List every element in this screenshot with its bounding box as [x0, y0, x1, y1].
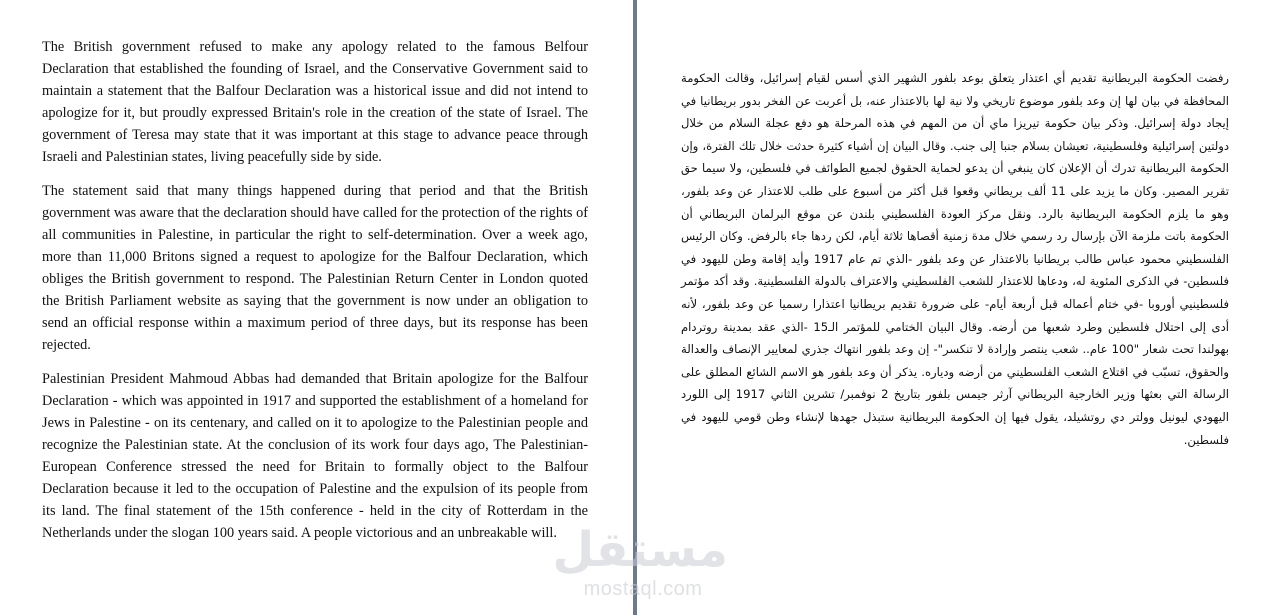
- english-paragraph-1: The British government refused to make any apology related to the famous Belfour Declaration that established the founding of Israel, and the Conservative Government said to maintain a statement that the Balfour Declaration was a historical issue and did not intend to apologize for it, but proudly expressed Britain's role in the creation of the state of Israel. The government of Teresa may state that it was important at this stage to advance peace through Israeli and Palestinian states, living peacefully side by side.: [42, 39, 588, 165]
- english-page: [0, 0, 633, 615]
- arabic-paragraph: رفضت الحكومة البريطانية تقديم أي اعتذار يتعلق بوعد بلفور الشهير الذي أسس لقيام إسرائيل، وقالت الحكومة المحافظة في بيان لها إن وعد بلفور موضوع تاريخي ولا نية لها بالاعتذار عنه، بل أعربت عن الفخر بدور بريطانيا في إيجاد دولة إسرائيل. وذكر بيان حكومة تيريزا ماي أن من المهم في هذه المرحلة هو دفع عجلة السلام من خلال دولتين إسرائيلية وفلسطينية، تعيشان بسلام جنبا إلى جنب. وقال البيان إن أشياء كثيرة حدثت خلال تلك الفترة، وإن الحكومة البريطانية تدرك أن الإعلان كان ينبغي أن يدعو لحماية الحقوق لجميع الطوائف في فلسطين، ولا سيما حق تقرير المصير. وكان ما يزيد على 11 ألف بريطاني وقعوا قبل أكثر من أسبوع على طلب للاعتذار عن وعد بلفور، وهو ما يلزم الحكومة البريطانية بالرد. ونقل مركز العودة الفلسطيني بلندن عن موقع البرلمان البريطاني أن الحكومة باتت ملزمة الآن بإرسال رد رسمي خلال مدة زمنية أقصاها ثلاثة أيام، لكن ردها جاء بالرفض. وكان الرئيس الفلسطيني محمود عباس طالب بريطانيا بالاعتذار عن وعد بلفور -الذي تم عام 1917 وأيد إقامة وطن لليهود في فلسطين- في الذكرى المئوية له، ودعاها للاعتذار للشعب الفلسطيني والاعتراف بالدولة الفلسطينية. وقد أكد مؤتمر فلسطينيي أوروبا -في ختام أعماله قبل أربعة أيام- على ضرورة تقديم بريطانيا اعتذارا رسميا عن وعد بلفور، لأنه أدى إلى احتلال فلسطين وطرد شعبها من أرضه. وقال البيان الختامي للمؤتمر الـ15 -الذي عقد بمدينة روتردام بهولندا تحت شعار "100 عام.. شعب ينتصر وإرادة لا تنكسر"- إن وعد بلفور انتهاك جذري لمعايير الإنصاف والعدالة والحقوق، تسبّب في اقتلاع الشعب الفلسطيني من أرضه ودياره. يذكر أن وعد بلفور هو الاسم الشائع المطلق على الرسالة التي بعثها وزير الخارجية البريطاني آرثر جيمس بلفور بتاريخ 2 نوفمبر/ تشرين الثاني 1917 إلى اللورد اليهودي ليونيل وولتر دي روتشيلد، يقول فيها إن الحكومة البريطانية ستبذل جهدها لإنشاء وطن قومي لليهود في فلسطين.: [681, 71, 1229, 447]
- watermark-url: mostaql.com: [583, 578, 703, 600]
- english-paragraph-3: Palestinian President Mahmoud Abbas had demanded that Britain apologize for the Balfour Declaration - which was appointed in 1917 and supported the establishment of a homeland for Jews in Palestine - on its centenary, and called on it to apologize to the Palestinian people and recognize the Palestinian state. At the conclusion of its work four days ago, The Palestinian-European Conference stressed the need for Britain to formally object to the Balfour Declaration because it led to the occupation of Palestine and the expulsion of its people from its land. The final statement of the 15th conference - held in the city of Rotterdam in the Netherlands under the slogan 100 years said. A people victorious and an unbreakable will.: [42, 371, 588, 541]
- english-paragraph-2: The statement said that many things happened during that period and that the British government was aware that the declaration should have called for the protection of the rights of all communities in Palestine, in particular the right to self-determination. Over a week ago, more than 11,000 Britons signed a request to apologize for the Balfour Declaration, which obliges the British government to respond. The Palestinian Return Center in London quoted the British Parliament website as saying that the government is now under an obligation to send an official response within a maximum period of three days, but its response has been rejected.: [42, 183, 588, 353]
- english-text-block: [42, 36, 588, 556]
- watermark-logo: مستقل: [552, 522, 728, 578]
